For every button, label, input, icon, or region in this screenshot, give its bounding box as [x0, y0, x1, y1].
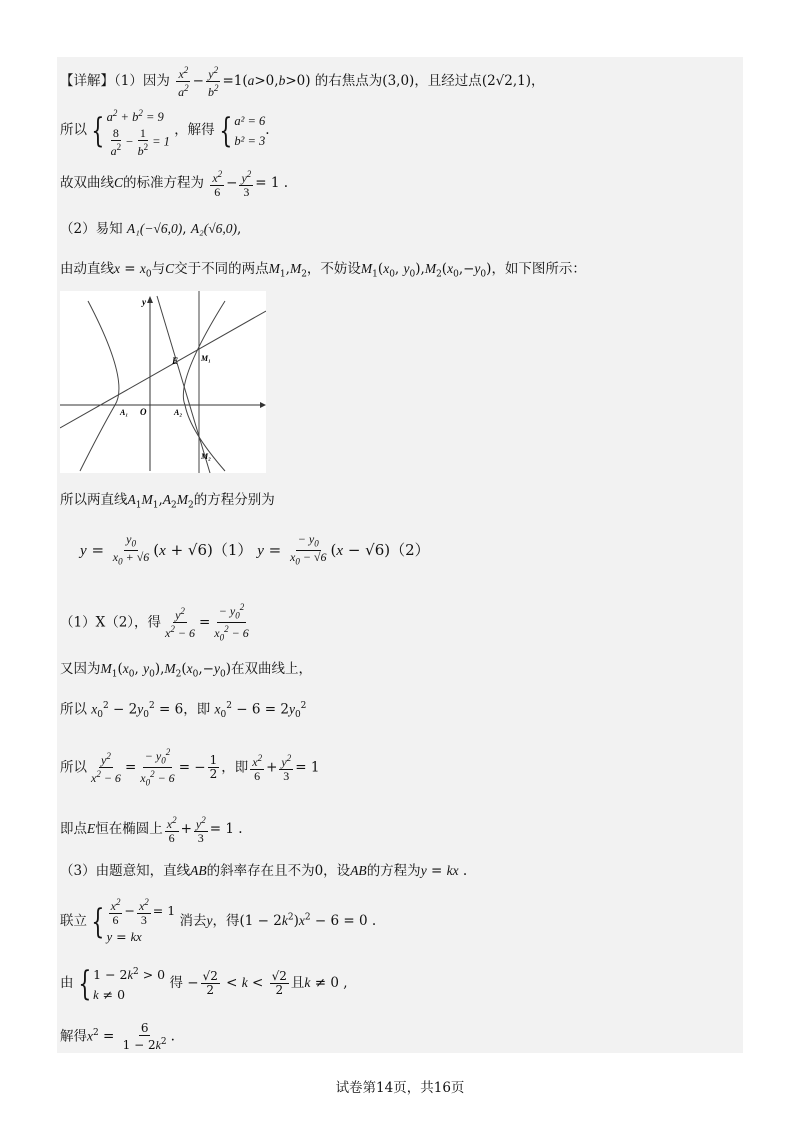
- point-coord: (2√2,1): [481, 73, 532, 89]
- label-o: O: [140, 407, 147, 417]
- part3-intro: （3）由题意知，直线AB的斜率存在且不为0，设AB的方程为y = kx .: [60, 863, 468, 879]
- curve-name: C: [114, 175, 124, 190]
- text: ，不妨设: [306, 261, 361, 277]
- part2-relation: 所以 $x_0^2 - 2y_0^2 = 6$，即 $x_0^2 - 6 = 2y_0^2$: [60, 701, 307, 721]
- text: 的方程分别为: [193, 492, 275, 508]
- text: 由动直线: [60, 261, 114, 277]
- text: 在双曲线上，: [231, 661, 313, 677]
- part-label: （1）: [114, 73, 143, 89]
- label-a2: A₂: [174, 408, 183, 417]
- text: （1）X（2），得: [60, 614, 162, 631]
- text: 故双曲线: [60, 175, 114, 191]
- text: ，且经过点: [414, 73, 482, 89]
- text: 又因为: [60, 661, 101, 677]
- text: ，得: [212, 913, 240, 929]
- part1-conclusion: 故双曲线C的标准方程为 $\frac{x^2}{6}$ − $\frac{y^2}{3}$ = 1 .: [60, 169, 289, 199]
- line-ab: AB: [190, 863, 207, 878]
- part1-system: 所以 { $a^2 + b^2 = 9$ $\frac{8}{a^2}$ − $\frac{1}{b^2}$ = 1 ，解得 { a² = 6 b² = 3 .: [60, 108, 270, 159]
- text: 的标准方程为: [123, 175, 205, 191]
- x-axis-arrow: [260, 402, 266, 408]
- text: 得: [169, 975, 183, 992]
- heading: 【详解】: [60, 73, 114, 89]
- part2-lines-intro: 所以两直线$A_1M_1,A_2M_2$的方程分别为: [60, 492, 275, 511]
- part2-ellipse: 即点E恒在椭圆上 $\frac{x^2}{6}$ + $\frac{y^2}{3}$ = 1 .: [60, 815, 243, 845]
- label-m1: M₁: [201, 354, 211, 363]
- text: 即点: [60, 821, 87, 837]
- text: 的斜率存在且不为0，设: [206, 863, 351, 879]
- solution-a: a² = 6: [234, 113, 266, 128]
- label-e: E: [172, 356, 179, 366]
- text: 联立: [60, 913, 87, 929]
- vertex-a1: A₁(−√6,0): [126, 221, 183, 236]
- text: 与: [151, 261, 166, 277]
- part3-condition: 由 { $1 - 2k^2 > 0$ k ≠ 0 得 − $\frac{√2}{2}$ < k < $\frac{√2}{2}$ 且k ≠ 0 ,: [60, 963, 348, 1004]
- part2-line-equations: y = $\frac{y_0}{x_0 + √6}$ (x + √6)（1） y = $\frac{- y_0}{x_0 - √6}$ (x − √6)（2）: [80, 532, 430, 567]
- hyperbola-right-branch: [183, 301, 225, 471]
- text: 解得: [60, 1028, 87, 1045]
- focus-coord: (3,0): [382, 73, 415, 89]
- part1-line1: 【详解】（1）因为 $\frac{x^2}{a^2}$ − $\frac{y^2}{b^2}$ =1(a>0,b>0) 的右焦点为(3,0)，且经过点(2√2,1)，: [60, 65, 545, 99]
- text: ，即: [183, 701, 211, 718]
- text: 且: [290, 975, 305, 992]
- text: 所以: [60, 122, 87, 139]
- part3-system: 联立 { $\frac{x^2}{6}$ − $\frac{x^2}{3}$ = 1 y = kx 消去y，得$(1 - 2k^2)x^2 - 6 = 0$ .: [60, 897, 377, 944]
- label-a1: A₁: [120, 408, 129, 417]
- part3-solve: 解得$x^2$ = $\frac{6}{1 - 2k^2}$ .: [60, 1021, 175, 1052]
- text: 的方程为: [366, 863, 421, 879]
- hyperbola-figure: [60, 291, 266, 473]
- line-a2m2: [157, 296, 210, 473]
- equation-tag: （1）: [212, 540, 253, 559]
- part2-multiply: （1）X（2），得 $\frac{y^2}{x^2 - 6}$ = $\frac{- y_0^2}{x_0^2 - 6}$: [60, 602, 249, 643]
- text: ，如下图所示：: [491, 261, 586, 277]
- text: 因为: [142, 73, 170, 89]
- equation-tag: （2）: [390, 540, 430, 559]
- text: 所以两直线: [60, 492, 128, 508]
- label-y: y: [142, 297, 146, 307]
- text: 的右焦点为: [314, 73, 383, 89]
- text: 所以: [60, 759, 87, 776]
- part2-also: 又因为$M_1(x_0$, $y_0),M_2(x_0,-y_0)$在双曲线上，: [60, 661, 313, 680]
- text: 恒在椭圆上: [95, 821, 163, 837]
- y-axis-arrow: [147, 296, 153, 303]
- text: ，即: [221, 759, 249, 776]
- part2-vertices: （2）易知 A₁(−√6,0), A₂(√6,0),: [60, 221, 242, 237]
- part2-derive: 所以 $\frac{y^2}{x^2 - 6}$ = $\frac{- y_0^2}{x_0^2 - 6}$ = − $\frac{1}{2}$ ，即 $\frac{x^2}{6}$ + $\frac{y^2}{3}$ = 1: [60, 747, 320, 788]
- part-label: （3）由题意知，直线: [60, 863, 191, 879]
- part2-setup: 由动直线$x = x_0$与C交于不同的两点$M_1,M_2$，不妨设$M_1(x_0$, $y_0),M_2(x_0,-y_0)$，如下图所示：: [60, 261, 586, 280]
- label-m2: M₂: [201, 452, 211, 461]
- text: 所以: [60, 701, 87, 718]
- line-a1m1: [60, 311, 266, 428]
- hyperbola-left-branch: [80, 301, 119, 471]
- solution-b: b² = 3: [234, 133, 266, 148]
- vertex-a2: A₂(√6,0): [190, 221, 238, 236]
- figure-svg: [60, 291, 266, 473]
- text: 由: [60, 975, 74, 992]
- text: 消去: [179, 913, 207, 929]
- page-footer: 试卷第14页，共16页: [335, 1080, 465, 1096]
- point-e: E: [87, 821, 96, 836]
- text: 交于不同的两点: [174, 261, 269, 277]
- text: ，解得: [174, 122, 215, 139]
- part-label: （2）易知: [60, 221, 123, 237]
